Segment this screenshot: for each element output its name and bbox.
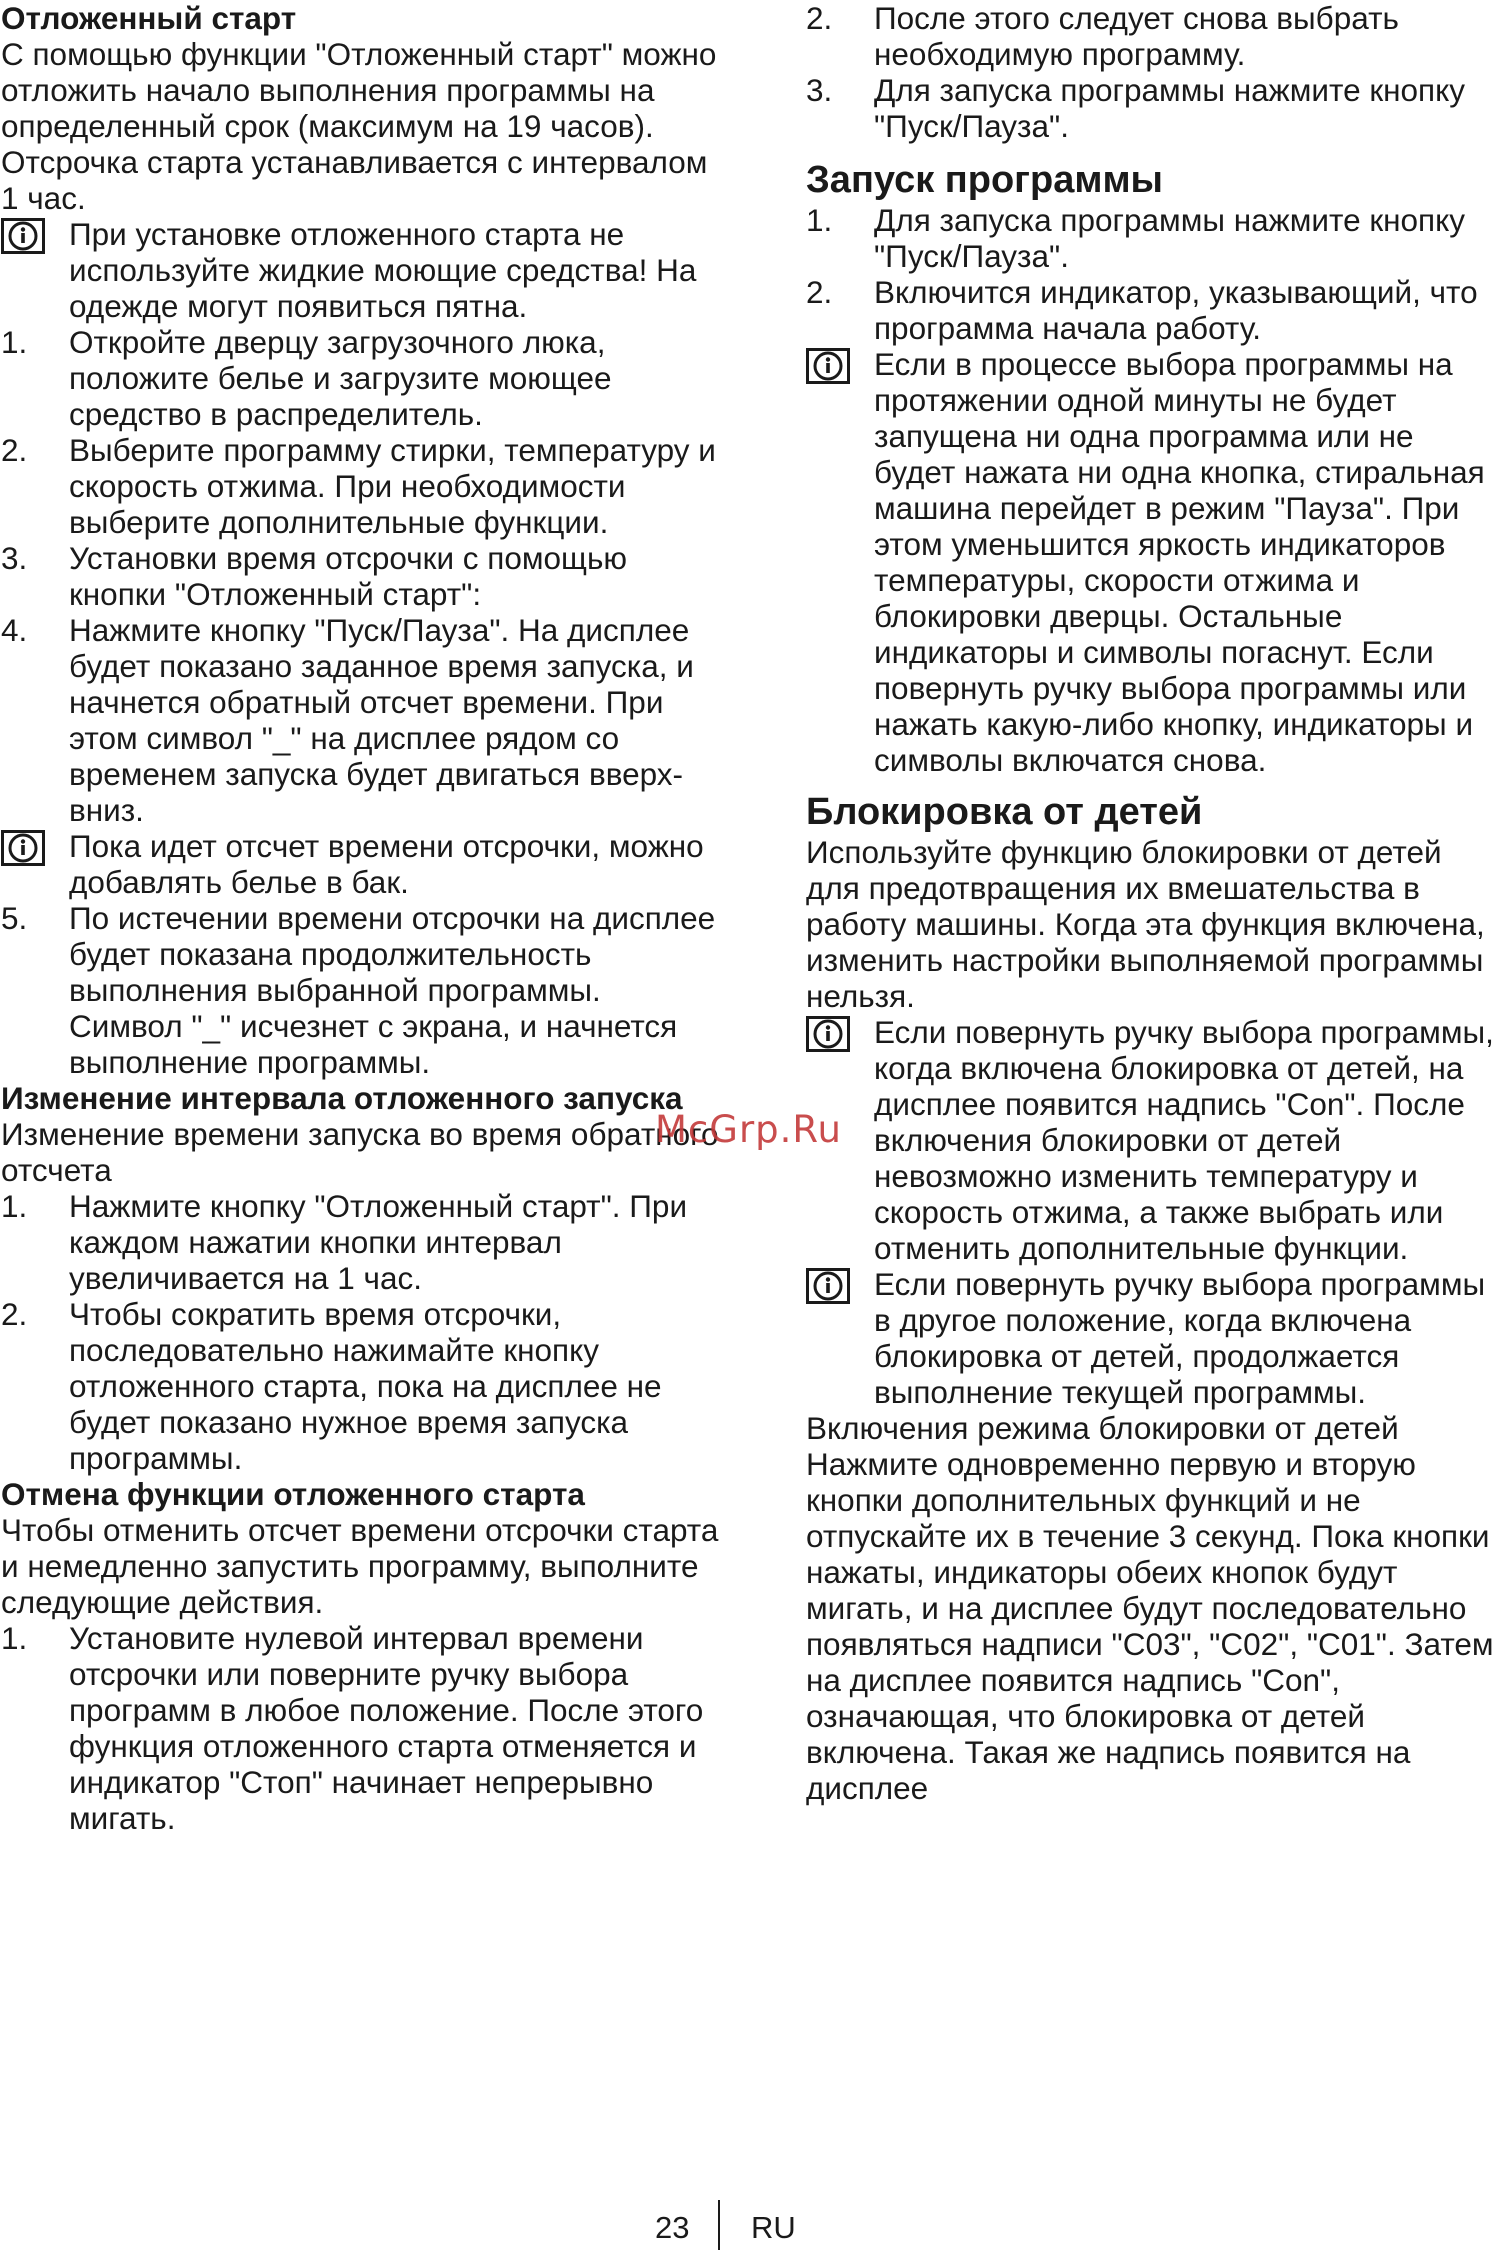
section-start-program: [806, 158, 1496, 778]
info-note: [806, 1266, 1496, 1410]
paragraph: С помощью функции "Отложенный старт" можно отложить начало выполнения программы на определенный срок (максимум на 19 часов). Отсрочка старта устанавливается с интервалом 1 час.: [1, 36, 717, 216]
list-item: [806, 72, 1496, 144]
info-note: [1, 216, 721, 324]
info-note: [1, 828, 721, 900]
list-item: [806, 274, 1496, 346]
list-item: [1, 324, 721, 432]
list-item: [1, 1620, 721, 1836]
section-child-lock: [806, 790, 1496, 1806]
list-item: [1, 900, 721, 1080]
info-note: [806, 1014, 1496, 1266]
item-text: Чтобы сократить время отсрочки, последовательно нажимайте кнопку отложенного старта, пока на дисплее не будет показано нужное время запуска программы.: [69, 1296, 662, 1476]
item-text: По истечении времени отсрочки на дисплее будет показана продолжительность выполнения выбранной программы. Символ "_" исчезнет с экрана, и начнется выполнение программы.: [69, 900, 716, 1080]
list-item: [806, 0, 1496, 72]
info-note: [806, 346, 1496, 778]
note-text: При установке отложенного старта не используйте жидкие моющие средства! На одежде могут появиться пятна.: [69, 216, 697, 324]
section-heading: Блокировка от детей: [806, 791, 1203, 833]
item-number: 2.: [806, 274, 833, 310]
item-text: Установите нулевой интервал времени отсрочки или поверните ручку выбора программ в любое положение. После этого функция отложенного старта отменяется и индикатор "Стоп" начинает непрерывно мигать.: [69, 1620, 704, 1836]
note-text: Пока идет отсчет времени отсрочки, можно добавлять белье в бак.: [69, 828, 704, 900]
item-number: 1.: [1, 1188, 28, 1224]
list-item: [1, 1188, 721, 1296]
item-number: 1.: [806, 202, 833, 238]
list-item: [1, 1296, 721, 1476]
item-number: 3.: [1, 540, 28, 576]
item-number: 2.: [1, 1296, 28, 1332]
subheading: Включения режима блокировки от детей: [806, 1410, 1399, 1446]
right-column: [806, 0, 1496, 1806]
item-text: Выберите программу стирки, температуру и скорость отжима. При необходимости выберите дополнительные функции.: [69, 432, 716, 540]
item-number: 4.: [1, 612, 28, 648]
list-item: [1, 432, 721, 540]
list-item: [1, 540, 721, 612]
item-text: Для запуска программы нажмите кнопку "Пуск/Пауза".: [874, 202, 1465, 274]
info-icon: [806, 1268, 850, 1304]
info-icon: [806, 348, 850, 384]
paragraph: Используйте функцию блокировки от детей для предотвращения их вмешательства в работу машины. Когда эта функция включена, изменить настройки выполняемой программы нельзя.: [806, 834, 1485, 1014]
item-text: Нажмите кнопку "Пуск/Пауза". На дисплее будет показано заданное время запуска, и начнется обратный отсчет времени. При этом символ "_" на дисплее рядом со временем запуска будет двигаться вверх-вниз.: [69, 612, 694, 828]
item-number: 2.: [1, 432, 28, 468]
watermark: McGrp.Ru: [655, 1108, 842, 1151]
page-number: 23: [655, 2210, 690, 2245]
note-text: Если повернуть ручку выбора программы в другое положение, когда включена блокировка от детей, продолжается выполнение текущей программы.: [874, 1266, 1486, 1410]
item-number: 5.: [1, 900, 28, 936]
section-heading: Запуск программы: [806, 159, 1164, 201]
info-icon: [806, 1016, 850, 1052]
note-text: Если повернуть ручку выбора программы, когда включена блокировка от детей, на дисплее появится надпись "Con". После включения блокировки от детей невозможно изменить температуру и скорость отжима, а также выбрать или отменить дополнительные функции.: [874, 1014, 1494, 1266]
steps-list: [1, 324, 721, 828]
item-text: Установки время отсрочки с помощью кнопки "Отложенный старт":: [69, 540, 628, 612]
info-icon: [1, 218, 45, 254]
item-text: После этого следует снова выбрать необходимую программу.: [874, 0, 1399, 72]
left-column: [1, 0, 721, 1836]
section-heading: Отмена функции отложенного старта: [1, 1476, 585, 1512]
note-text: Если в процессе выбора программы на протяжении одной минуты не будет запущена ни одна программа или не будет нажата ни одна кнопка, стиральная машина перейдет в режим "Пауза". При этом уменьшится яркость индикаторов температуры, скорости отжима и блокировки дверцы. Остальные индикаторы и символы погаснут. Если повернуть ручку выбора программы или нажать какую-либо кнопку, индикаторы и символы включатся снова.: [874, 346, 1485, 778]
item-text: Нажмите кнопку "Отложенный старт". При каждом нажатии кнопки интервал увеличивается на 1 час.: [69, 1188, 688, 1296]
paragraph: Нажмите одновременно первую и вторую кнопки дополнительных функций и не отпускайте их в течение 3 секунд. Пока кнопки нажаты, индикаторы обеих кнопок будут мигать, и на дисплее будут последовательно появляться надписи "C03", "C02", "C01". Затем на дисплее появится надпись "Con", означающая, что блокировка от детей включена. Такая же надпись появится на дисплее: [806, 1446, 1494, 1806]
footer-divider: [718, 2200, 720, 2250]
item-number: 1.: [1, 1620, 28, 1656]
list-item: [806, 202, 1496, 274]
section-change-interval: [1, 1080, 721, 1476]
section-cancel-delay: [1, 1476, 721, 1836]
item-text: Включится индикатор, указывающий, что программа начала работу.: [874, 274, 1478, 346]
item-number: 2.: [806, 0, 833, 36]
list-item: [1, 612, 721, 828]
section-delayed-start: [1, 0, 721, 1080]
language-code: RU: [751, 2210, 796, 2245]
paragraph: Чтобы отменить отсчет времени отсрочки старта и немедленно запустить программу, выполните следующие действия.: [1, 1512, 719, 1620]
item-number: 3.: [806, 72, 833, 108]
item-number: 1.: [1, 324, 28, 360]
paragraph: Изменение времени запуска во время обратного отсчета: [1, 1116, 719, 1188]
item-text: Для запуска программы нажмите кнопку "Пуск/Пауза".: [874, 72, 1465, 144]
info-icon: [1, 830, 45, 866]
section-heading: Отложенный старт: [1, 0, 297, 36]
section-heading: Изменение интервала отложенного запуска: [1, 1080, 683, 1116]
item-text: Откройте дверцу загрузочного люка, положите белье и загрузите моющее средство в распределитель.: [69, 324, 612, 432]
